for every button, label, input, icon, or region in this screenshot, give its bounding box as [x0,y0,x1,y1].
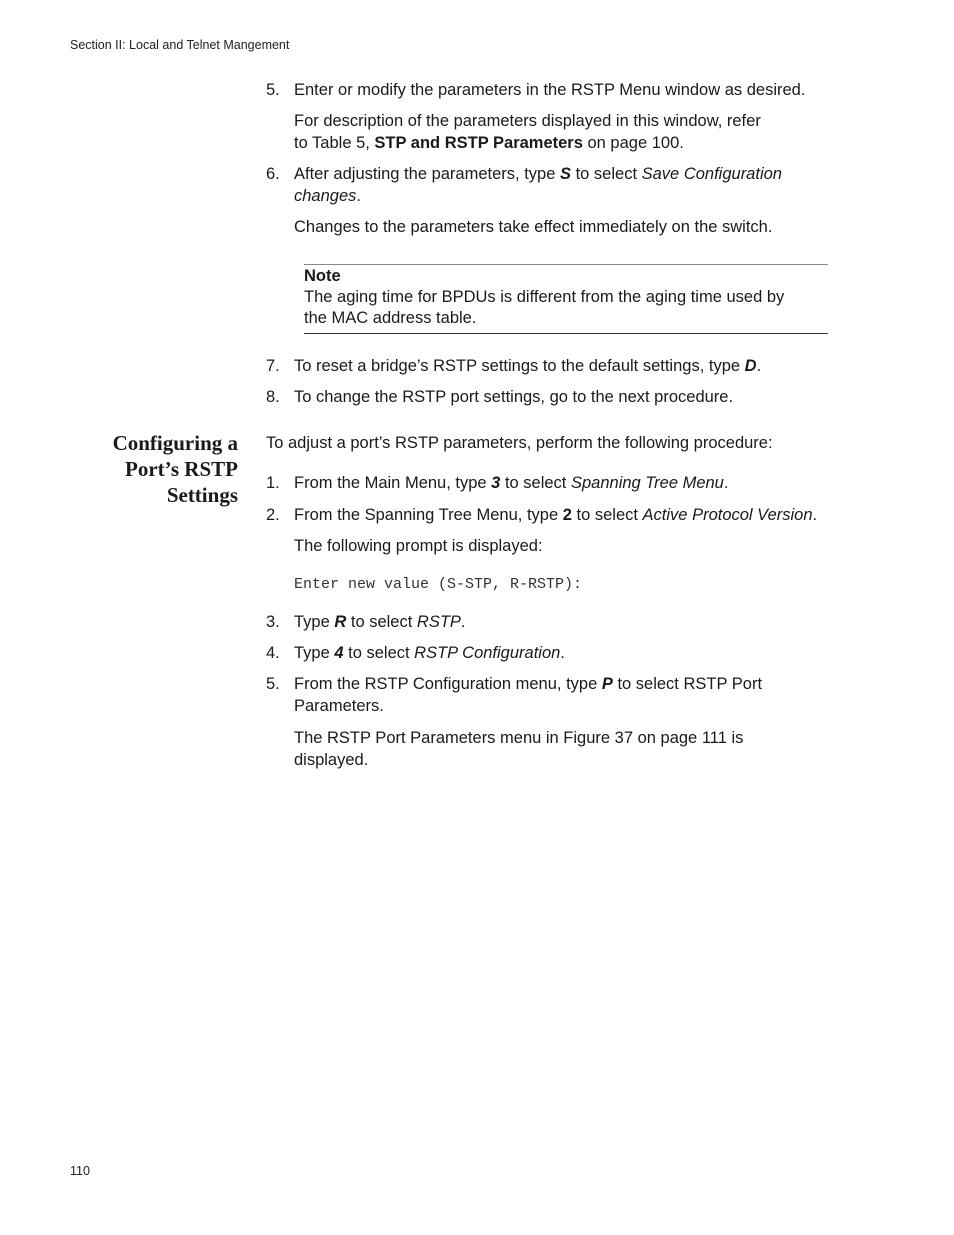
text-run: to select [343,644,415,662]
step-text [294,642,834,664]
text-run: . [723,474,729,492]
step-text [294,355,834,377]
step-number: 1. [266,474,280,492]
text-run: changes [294,187,357,205]
step-text [294,504,834,526]
note-title: Note [304,267,341,285]
step-paragraph [294,216,834,238]
text-run: to select [571,165,642,183]
text-run: Type [294,613,335,631]
text-run: to Table 5, [294,134,375,152]
step-paragraph [294,185,834,207]
text-run: Enter or modify the parameters in the RSTP Menu window as desired. [294,81,806,99]
text-run: After adjusting the parameters, type [294,165,560,183]
text-run: to select RSTP Port [612,675,763,693]
text-run: To reset a bridge’s RSTP settings to the default settings, type [294,357,745,375]
text-run: STP and RSTP Parameters [374,134,583,152]
heading-line: Configuring a [112,431,238,455]
step-paragraph [294,749,834,771]
text-run: . [756,357,762,375]
text-run: RSTP [416,613,461,631]
text-run: . [812,506,818,524]
step-number: 3. [266,613,280,631]
text-run: R [334,613,347,631]
step-text [294,386,834,408]
text-run: To change the RSTP port settings, go to the next procedure. [294,388,734,406]
text-run: displayed. [294,751,369,769]
step-number: 5. [266,675,280,693]
step-number: 2. [266,506,280,524]
step-paragraph [294,132,834,154]
note-line: The aging time for BPDUs is different from the aging time used by [304,288,785,306]
step-paragraph [294,535,834,557]
text-run: . [460,613,466,631]
text-run: 2 [562,506,572,524]
text-run: to select [571,506,643,524]
text-run: to select [500,474,571,492]
text-run: to select [346,613,417,631]
text-run: For description of the parameters displayed in this window, refer [294,112,761,130]
text-run: . [356,187,361,205]
text-run: The RSTP Port Parameters menu in Figure 37 on page 111 is [294,729,744,747]
step-text [294,472,834,494]
section-heading [60,430,238,508]
text-run: The following prompt is displayed: [294,537,543,555]
text-run: . [560,644,565,662]
text-run: 3 [491,474,501,492]
text-run: Type [294,644,335,662]
text-run: Active Protocol Version [642,506,813,524]
step-text [294,611,834,633]
text-run: P [601,675,613,693]
heading-line: Settings [166,483,238,507]
prompt-text: Enter new value (S-STP, R-RSTP): [294,576,583,593]
text-run: Changes to the parameters take effect immediately on the switch. [294,218,773,236]
step-paragraph [294,110,834,132]
step-text [294,79,834,101]
text-run: S [559,165,571,183]
step-text [294,163,834,185]
running-header: Section II: Local and Telnet Mangement [70,38,290,52]
text-run: RSTP Configuration [414,644,561,662]
text-run: Spanning Tree Menu [570,474,724,492]
text-run: Parameters. [294,697,384,715]
step-number: 6. [266,165,280,183]
step-paragraph [294,695,834,717]
procedure-intro: To adjust a port’s RSTP parameters, perform the following procedure: [266,434,773,452]
page-number: 110 [70,1164,90,1178]
step-paragraph [294,727,834,749]
text-run: D [744,357,757,375]
text-run: Save Configuration [641,165,782,183]
text-run: From the Spanning Tree Menu, type [294,506,563,524]
text-run: From the RSTP Configuration menu, type [294,675,602,693]
text-run: on page 100. [582,134,684,152]
text-run: 4 [334,644,344,662]
step-number: 7. [266,357,280,375]
note-line: the MAC address table. [304,309,477,327]
step-number: 4. [266,644,280,662]
step-number: 5. [266,81,280,99]
step-text [294,673,834,695]
heading-line: Port’s RSTP [125,457,238,481]
text-run: From the Main Menu, type [294,474,492,492]
step-number: 8. [266,388,280,406]
note-box [304,264,828,334]
